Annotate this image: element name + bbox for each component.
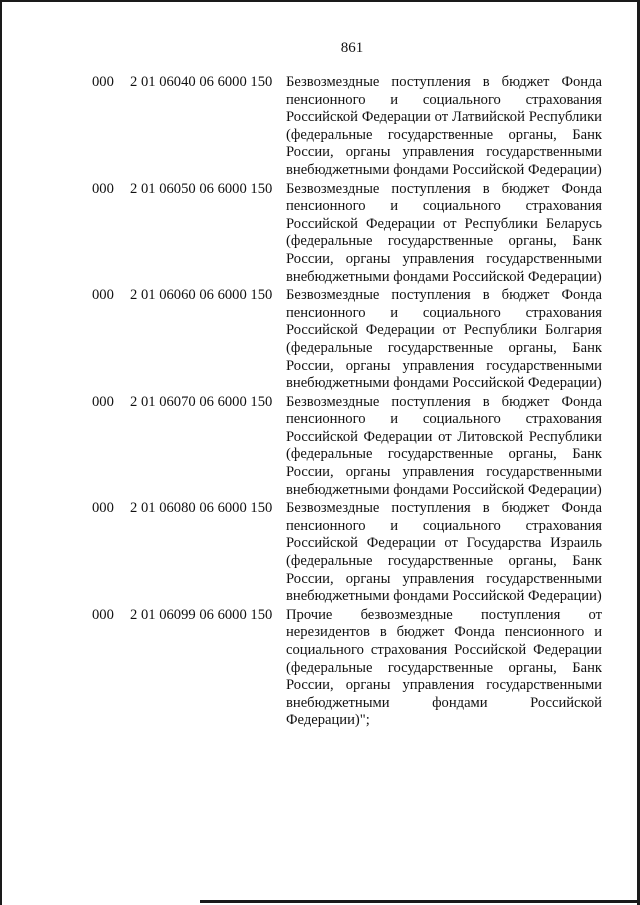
admin-code: 000 (92, 180, 114, 197)
kbk-code: 2 01 06040 06 6000 150 (130, 74, 273, 90)
admin-code: 000 (92, 500, 114, 517)
admin-code: 000 (92, 287, 114, 304)
budget-code-entry (92, 607, 602, 730)
budget-code-entry (92, 74, 602, 180)
kbk-code: 2 01 06070 06 6000 150 (130, 393, 273, 410)
kbk-code: 2 01 06050 06 6000 150 (130, 180, 273, 197)
entry-description: Безвозмездные поступления в бюджет Фонда пенсионного и социального страхования Российской Федерации от Латвийской Республики (федеральные государственные органы, Банк России, органы управления государственными внебюджетными фондами Российской Федерации) (286, 74, 602, 178)
entry-description: Прочие безвозмездные поступления от нерезидентов в бюджет Фонда пенсионного и социального страхования Российской Федерации (федеральные государственные органы, Банк России, органы управления государственными внебюджетными фондами Российской Федерации)"; (286, 606, 602, 729)
budget-code-entry (92, 287, 602, 393)
budget-code-list (92, 74, 602, 731)
entry-description: Безвозмездные поступления в бюджет Фонда пенсионного и социального страхования Российской Федерации от Государства Израиль (федеральные государственные органы, Банк России, органы управления государственными внебюджетными фондами Российской Федерации) (286, 500, 602, 605)
entry-description: Безвозмездные поступления в бюджет Фонда пенсионного и социального страхования Российской Федерации от Литовской Республики (федеральные государственные органы, Банк России, органы управления государственными внебюджетными фондами Российской Федерации) (286, 393, 602, 498)
kbk-code: 2 01 06080 06 6000 150 (130, 500, 273, 517)
admin-code: 000 (92, 606, 114, 623)
budget-code-entry (92, 500, 602, 606)
scan-bottom-edge (200, 900, 640, 903)
entry-description: Безвозмездные поступления в бюджет Фонда пенсионного и социального страхования Российской Федерации от Республики Беларусь (федеральные государственные органы, Банк России, органы управления государственными внебюджетными фондами Российской Федерации) (286, 180, 602, 285)
budget-code-entry (92, 181, 602, 287)
admin-code: 000 (92, 74, 114, 90)
admin-code: 000 (92, 393, 114, 410)
kbk-code: 2 01 06060 06 6000 150 (130, 287, 273, 304)
budget-code-entry (92, 394, 602, 500)
page-number: 861 (340, 40, 364, 56)
entry-description: Безвозмездные поступления в бюджет Фонда пенсионного и социального страхования Российской Федерации от Республики Болгария (федеральные государственные органы, Банк России, органы управления государственными внебюджетными фондами Российской Федерации) (286, 287, 602, 392)
kbk-code: 2 01 06099 06 6000 150 (130, 606, 273, 623)
